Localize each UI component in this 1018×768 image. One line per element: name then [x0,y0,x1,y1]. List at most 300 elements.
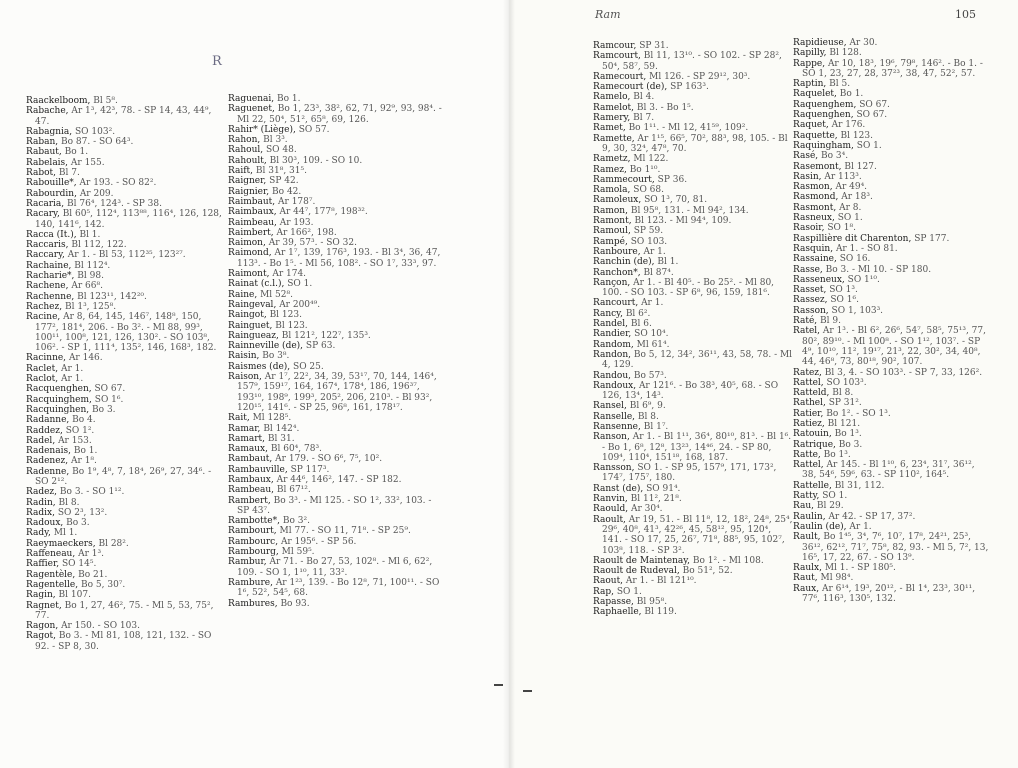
index-entry [228,135,446,145]
entry-references: Bl 11², 21⁸. [630,494,682,505]
entry-references: Ml 1. - SP 180⁵. [824,563,896,574]
index-entry [26,374,222,384]
entry-references: Ar 1⁷, 22², 34, 39, 53¹⁷, 70, 144, 146⁴, 157⁹, 159¹⁷, 164, 167⁴, 178⁴, 186, 196³⁷, 193¹⁰, 198⁹, 199³, 205², 206, 210³. - Bl 93², 120¹⁵, 141⁶. - SP 25, 96⁸, 161, 178¹⁷. [237,372,437,413]
entry-name: Ranboure, [593,246,641,257]
entry-name: Raquenghem, [793,99,857,110]
index-entry [228,269,446,279]
entry-name: Raté, [793,316,818,327]
entry-name: Raoult de Rudeval, [593,566,680,577]
entry-references: Ar 39, 57³. - SO 32. [268,238,357,249]
entry-name: Ratty, [793,491,820,502]
section-letter: R [212,54,223,69]
index-entry [793,440,989,450]
index-entry [793,151,989,161]
entry-references: Bo 3. - Ml 10. - SP 180. [825,264,932,275]
entry-name: Randoux, [593,380,637,391]
index-entry [593,319,793,329]
entry-name: Racary, [26,209,60,220]
index-entry [793,234,989,244]
index-entry [228,197,446,207]
entry-name: Raccaris, [26,240,69,251]
entry-name: Ramont, [593,216,632,227]
entry-references: Bo 93. [280,598,310,609]
index-entry [593,329,793,339]
index-entry [593,268,793,278]
index-entry [228,156,446,166]
entry-references: Bo 5, 30⁷. [81,579,126,590]
entry-name: Rambures, [228,598,278,609]
index-entry [26,456,222,466]
entry-references: SO 67. [859,99,890,110]
index-entry [793,368,989,378]
entry-name: Ramez, [593,164,627,175]
entry-name: Raift, [228,166,254,177]
index-entry [26,302,222,312]
entry-name: Randou, [593,370,631,381]
entry-references: Bo 1⁴⁵, 3⁴, 7⁶, 10⁷, 17⁸, 24²¹, 25³, 36¹², 62¹², 71⁷, 75⁸, 82, 93. - Ml 5, 7², 13, 16⁵, 17, 22, 67. - SO 13⁹. [802,532,989,563]
entry-references: Ar 6¹⁴, 19³, 20¹², - Bl 1⁴, 23³, 30¹¹, 77⁶, 116³, 130⁵, 132. [802,583,976,605]
index-entry [793,213,989,223]
index-entry [793,285,989,295]
index-entry [228,145,446,155]
entry-name: Ragnet, [26,600,62,611]
entry-references: SO 48. [265,145,297,156]
entry-references: SO 68. [633,185,664,196]
entry-references: SO 10⁴. [634,329,669,340]
entry-name: Rambur, [228,557,267,568]
entry-name: Ranst (de), [593,483,644,494]
index-entry [26,631,222,652]
entry-references: Ar 49⁴. [835,182,868,193]
entry-name: Rambaux, [228,474,274,485]
entry-references: Bo 3. [66,518,90,529]
entry-name: Rambourt, [228,526,277,537]
index-entry [593,216,793,226]
index-entry [793,522,989,532]
entry-references: Bo 1. [73,446,98,457]
right-page [509,0,1018,768]
entry-references: Ar 146. [68,353,103,364]
entry-name: Rady, [26,528,51,539]
entry-references: Ml 59⁵. [281,547,315,558]
entry-references: SO 1⁶. [94,394,124,405]
entry-name: Rasset, [793,285,827,296]
entry-name: Rambeau, [228,485,274,496]
entry-name: Rau, [793,501,815,512]
index-entry [793,481,989,491]
index-entry [793,141,989,151]
index-entry [26,261,222,271]
entry-references: SO 2³, 13². [57,507,108,518]
entry-name: Radin, [26,497,56,508]
entry-name: Raimbaux, [228,207,277,218]
entry-references: Bl 8. [637,411,659,422]
entry-references: Ar 193. - SO 82². [79,178,157,189]
index-entry [228,331,446,341]
entry-name: Rabelais, [26,157,69,168]
entry-name: Ratez, [793,367,822,378]
index-entry [593,206,793,216]
index-entry [793,38,989,48]
entry-references: Bl 123. - Ml 94⁴, 109. [634,216,732,227]
entry-references: Bl 142⁴. [263,423,300,434]
index-entry [593,103,793,113]
entry-name: Ranchin (de), [593,257,655,268]
index-entry [228,125,446,135]
entry-references: Ar 1³. - Bl 6², 26⁶, 54⁷, 58⁵, 75¹³, 77, 80², 89¹⁰. - Ml 100⁸. - SO 1¹², 103⁷. - SP 4⁹, 10¹⁰, 11², 19¹⁷, 21³, 22, 30², 34, 40⁸, 44, 46⁸, 73, 80¹⁸, 90², 107. [802,326,986,368]
entry-name: Rancy, [593,308,623,319]
index-entry [593,432,793,463]
index-entry [228,372,446,413]
entry-name: Ramaux, [228,444,268,455]
index-entry [593,195,793,205]
entry-references: SO 1. [616,586,642,597]
index-entry [26,601,222,622]
index-entry [793,501,989,511]
index-entry [228,351,446,361]
entry-name: Rambaut, [228,454,273,465]
entry-references: Ar 145. - Bl 1¹⁰, 6, 23⁴, 31⁷, 36¹², 38, 54⁶, 59⁶, 63. - SP 110², 164⁵. [802,460,975,481]
index-entry [228,238,446,248]
index-entry [793,131,989,141]
index-entry [26,178,222,188]
entry-name: Ramet, [593,123,626,134]
entry-name: Raignier, [228,186,270,197]
index-entry [593,463,793,484]
entry-references: Ml 128⁵. [252,413,292,424]
entry-references: Ar 155. [70,157,105,168]
index-entry [593,41,793,51]
entry-references: Ar 153. [58,435,92,446]
index-entry [26,353,222,363]
entry-name: Raingot, [228,310,267,321]
entry-references: Bo 4. [72,415,96,426]
index-entry [228,104,446,125]
entry-references: Bo 3. [92,404,116,415]
entry-references: Bl 5. [829,79,851,90]
entry-references: Ar 1³, 42³, 78. - SP 14, 43, 44⁹, 47. [35,106,212,127]
entry-references: Ar 1. - Bl 40⁵. - Bo 25². - Ml 80, 100. - SO 103. - SP 6⁸, 96, 159, 181⁶. [602,277,775,299]
entry-name: Raackelboom, [26,96,91,106]
entry-name: Raquelet, [793,89,837,100]
entry-references: Ar 166², 198. [276,227,337,238]
entry-references: SO 103. [630,236,668,247]
page-number: 105 [955,8,976,21]
entry-name: Raimbert, [228,227,274,238]
entry-name: Raine, [228,289,258,300]
index-entry [26,158,222,168]
entry-name: Random, [593,339,634,350]
entry-name: Raigner, [228,176,267,187]
entry-references: Ar 179. - SO 6⁶, 7⁵, 10². [275,454,383,465]
entry-references: Bl 31⁸, 31⁵. [255,166,307,177]
entry-references: SO 103². [75,126,116,137]
entry-references: Bo 1¹⁰. [629,164,661,175]
index-entry [26,518,222,528]
index-entry [26,106,222,127]
entry-references: Bl 127. [844,161,877,172]
entry-references: Bo 3⁴. [821,151,849,162]
index-entry [26,426,222,436]
entry-references: Bl 1⁷. [643,421,669,432]
entry-name: Ratouin, [793,429,832,440]
entry-references: SO 1⁶. [830,295,859,306]
index-entry [793,203,989,213]
index-entry [26,209,222,230]
entry-name: Ramelot, [593,102,634,113]
index-entry [228,300,446,310]
entry-name: Rasé, [793,151,819,162]
entry-name: Rabot, [26,168,57,179]
entry-name: Radenez, [26,456,69,467]
entry-name: Rap, [593,586,614,597]
entry-name: Rahir* (Liège), [228,124,296,135]
entry-references: Bl 76⁴, 124³. - SP 38. [67,198,162,209]
entry-references: Bo 5, 12, 34², 36¹¹, 43, 58, 78. - Ml 4, 129. [602,349,793,371]
entry-references: Ar 1⁸. [71,456,97,467]
entry-name: Ramecourt, [593,71,647,82]
index-entry [26,549,222,559]
entry-name: Raisin, [228,351,260,362]
entry-name: Rattel, [793,460,824,471]
entry-references: Ar 1. - Bl 1¹¹, 36⁴, 80¹⁰, 81³. - Bl 1⁶. - Bo 1, 6⁸, 12⁸, 13²³, 14⁴⁶, 24. - SP 80, 109⁴, 110⁴, 151¹⁸, 168, 187. [602,432,792,463]
entry-references: Bl 123. [840,130,873,141]
entry-name: Racaria, [26,198,65,209]
index-entry [593,412,793,422]
entry-references: SO 1. - SP 95, 157⁹, 171, 173², 174⁷, 175⁷, 180. [602,463,777,484]
entry-name: Raeymaeckers, [26,538,96,549]
entry-references: SP 163³. [670,82,709,93]
index-entry [26,498,222,508]
index-entry [793,182,989,192]
entry-name: Raguenet, [228,104,275,115]
index-entry [26,467,222,488]
index-entry [228,537,446,547]
entry-references: Bl 121. [827,418,861,429]
index-entry [793,450,989,460]
entry-name: Raut, [793,573,818,584]
entry-references: Bl 123. [275,320,308,331]
entry-references: SO 1. [287,279,313,290]
entry-references: Bl 87⁴. [643,267,674,278]
index-entry [228,557,446,578]
entry-references: Bl 6. [630,319,652,330]
entry-name: Rambauville, [228,464,288,475]
index-entry [26,415,222,425]
entry-references: SO 67. [94,384,126,395]
entry-name: Rampé, [593,236,628,247]
entry-references: Bl 6⁹, 9. [629,401,666,412]
entry-name: Rachez, [26,301,63,312]
index-entry [593,576,793,586]
index-entry [228,207,446,217]
entry-references: Bl 9. [820,316,841,327]
entry-references: Bo 3. - Ml 81, 108, 121, 132. - SO 92. - SP 8, 30. [35,631,212,652]
entry-references: SO 1³. [829,285,858,296]
index-entry [593,566,793,576]
entry-references: Bo 1². - SO 1³. [826,408,891,419]
entry-references: Ar 44⁶, 146², 147. - SP 182. [276,474,402,485]
index-entry [793,419,989,429]
entry-name: Rambert, [228,495,271,506]
index-entry [793,512,989,522]
entry-references: Bl 5⁸. [93,96,118,106]
entry-name: Ramette, [593,133,635,144]
entry-references: Ar 1. [60,363,84,374]
index-entry [793,378,989,388]
entry-name: Raimbeau, [228,217,277,228]
entry-name: Rambotte*, [228,516,280,527]
entry-name: Ratte, [793,449,821,460]
index-entry [228,475,446,485]
entry-name: Rassez, [793,295,828,306]
entry-name: Rambourc, [228,536,279,547]
index-entry [793,295,989,305]
index-entry [228,547,446,557]
entry-name: Racharie*, [26,271,75,282]
index-entry [593,484,793,494]
index-entry [593,134,793,155]
entry-references: Bo 1. [277,94,301,104]
entry-references: Ml 126. - SP 29¹², 30³. [649,71,751,82]
index-entry [228,599,446,609]
entry-name: Raptin, [793,79,827,90]
index-entry [793,254,989,264]
index-entry [593,504,793,514]
entry-name: Ratteld, [793,388,830,399]
index-entry [593,165,793,175]
entry-references: Ar 195⁶. - SP 56. [280,536,357,547]
entry-name: Rachene, [26,281,69,292]
entry-references: Ar 150. - SO 103. [61,621,140,632]
entry-references: SP 63. [305,341,336,352]
entry-references: Bl 8. [58,497,80,508]
entry-name: Ratiez, [793,418,825,429]
entry-name: Raffeneau, [26,549,76,560]
entry-references: Ar 71. - Bo 27, 53, 102⁸. - Ml 6, 62², 109. - SO 1, 1¹⁰, 11, 33². [237,557,433,578]
entry-references: Ar 193. [279,217,314,228]
index-entry [26,271,222,281]
entry-references: Bo 1³. [823,449,851,460]
entry-references: Bo 3. [838,439,863,450]
entry-references: Bl 123¹¹, 142²⁰. [77,291,147,302]
index-entry [26,570,222,580]
entry-name: Raould, [593,504,629,515]
index-entry [593,607,793,617]
index-entry [793,326,989,367]
index-entry [593,371,793,381]
entry-name: Radoux, [26,518,64,529]
index-entry [793,162,989,172]
entry-references: Bl 7. [58,168,80,179]
left-column-1 [26,96,222,652]
entry-references: Ar 8. [839,202,862,213]
index-entry [593,340,793,350]
entry-references: Ar 209. [79,188,114,199]
entry-name: Rattel, [793,377,824,388]
entry-name: Rainat (c.l.), [228,279,285,290]
entry-name: Ragin, [26,590,56,601]
index-entry [228,465,446,475]
entry-references: SO 1. [856,140,882,151]
entry-references: SO 25. [293,361,324,372]
entry-references: SO 103³. [826,377,867,388]
index-entry [793,563,989,573]
entry-name: Raingueaz, [228,330,279,341]
entry-name: Raquingham, [793,140,854,151]
entry-name: Rasoir, [793,223,825,234]
index-entry [228,444,446,454]
entry-references: Bo 42. [272,186,302,197]
entry-references: Ar 66⁸. [71,281,103,292]
entry-references: Bl 29. [816,501,844,512]
index-entry [26,528,222,538]
entry-references: Ar 19, 51. - Bl 11⁸, 12, 18², 24⁸, 25⁴, 29⁶, 40⁸, 41³, 42²⁶, 45, 58¹², 95, 120⁴, 141. - SO 17, 25, 26⁷, 71⁸, 88⁵, 95, 102⁷, 103⁸, 118. - SP 3². [602,514,793,556]
entry-references: Ar 1. - Bl 121¹⁰. [625,576,697,587]
entry-name: Rathel, [793,398,826,409]
entry-references: Bl 128. [829,48,862,59]
index-entry [228,362,446,372]
entry-references: SO 67. [856,110,888,121]
entry-name: Rachaine, [26,260,72,271]
index-entry [593,185,793,195]
entry-references: SO 1⁸. [827,223,856,234]
index-entry [593,257,793,267]
entry-references: Bl 11, 13¹⁰. - SO 102. - SP 28², 50⁴, 58⁷, 59. [602,51,782,72]
index-entry [26,508,222,518]
index-entry [593,494,793,504]
index-entry [228,290,446,300]
index-entry [793,398,989,408]
entry-references: Ar 1. - SO 81. [835,243,898,254]
index-entry [793,388,989,398]
entry-name: Raismes (de), [228,361,291,372]
index-entry [26,446,222,456]
index-entry [793,120,989,130]
index-entry [593,226,793,236]
index-entry [26,621,222,631]
entry-name: Raspillière dit Charenton, [793,233,912,244]
index-entry [793,429,989,439]
index-entry [593,309,793,319]
entry-name: Raulx, [793,563,822,574]
index-entry [793,110,989,120]
entry-references: Bl 7. [633,113,655,124]
entry-references: Ml 77. - SO 11, 71⁸. - SP 25⁹. [279,526,411,537]
entry-name: Randon, [593,349,631,360]
entry-name: Rabaut, [26,147,62,158]
index-entry [26,281,222,291]
entry-name: Rambure, [228,577,273,588]
index-entry [793,100,989,110]
entry-references: Bo 1. [64,147,89,158]
entry-name: Rahon, [228,135,261,146]
entry-references: Bo 1¹¹. - Ml 12, 41⁵⁹, 109². [628,123,749,134]
entry-references: Ar 113³. [824,171,862,182]
index-entry [793,532,989,563]
index-entry [793,244,989,254]
entry-name: Ragot, [26,631,57,642]
entry-references: Ar 18³. [841,192,873,203]
entry-references: Ar 1⁷, 139, 176³, 193. - Bl 3⁴, 36, 47, 113³. - Bo 1⁵. - Ml 56, 108². - SO 1⁷, 33³, 97. [237,248,441,269]
index-entry [228,218,446,228]
index-entry [26,539,222,549]
index-entry [593,237,793,247]
entry-references: Bo 57³. [633,370,667,381]
index-entry [228,248,446,269]
index-entry [228,228,446,238]
entry-name: Racquinghem, [26,394,92,405]
